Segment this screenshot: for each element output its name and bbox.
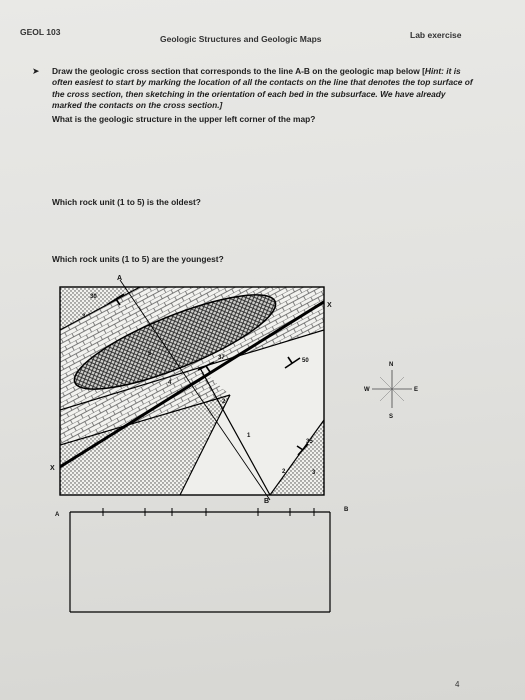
question-oldest: Which rock unit (1 to 5) is the oldest? <box>52 197 201 207</box>
unit-label: 3 <box>312 470 316 476</box>
svg-text:50: 50 <box>302 358 309 364</box>
map-label-b: B <box>264 498 270 505</box>
hint-text: Hint: it is often easiest to start by marking the location of all the contacts on the line that denotes the top surface of the cross section, then sketching in the orientation of each bed in the subsurface. We have already marked the contacts on the cross section.] <box>52 66 473 110</box>
question-structure: What is the geologic structure in the upper left corner of the map? <box>52 114 316 125</box>
svg-text:30: 30 <box>90 294 97 300</box>
svg-text:37: 37 <box>218 355 225 361</box>
section-label-b: B <box>344 507 349 513</box>
fault-label-x-left: X <box>50 465 55 472</box>
svg-text:N: N <box>389 362 394 368</box>
exercise-label: Lab exercise <box>410 30 462 40</box>
page-title: Geologic Structures and Geologic Maps <box>160 34 322 44</box>
svg-text:W: W <box>364 387 370 393</box>
unit-label: 3 <box>82 314 86 320</box>
arrow-bullet-icon: ➤ <box>32 66 40 76</box>
unit-label: 2 <box>222 399 226 405</box>
course-code: GEOL 103 <box>20 27 61 37</box>
svg-text:35: 35 <box>306 439 313 445</box>
compass-rose-icon <box>364 362 418 420</box>
map-label-a: A <box>117 275 123 282</box>
section-label-a: A <box>55 512 60 518</box>
cross-section-box <box>70 508 330 612</box>
page-number: 4 <box>455 680 460 689</box>
svg-text:S: S <box>389 414 394 420</box>
unit-label: 4 <box>168 380 172 386</box>
question-youngest: Which rock units (1 to 5) are the youngest? <box>52 254 224 264</box>
unit-label: 5 <box>148 351 152 357</box>
unit-label: 2 <box>282 469 286 475</box>
svg-text:E: E <box>414 387 419 393</box>
instruction-text: Draw the geologic cross section that corresponds to the line A-B on the geologic map below [ <box>52 66 425 76</box>
unit-label: 1 <box>247 433 251 439</box>
fault-label-x-right: X <box>327 302 332 309</box>
